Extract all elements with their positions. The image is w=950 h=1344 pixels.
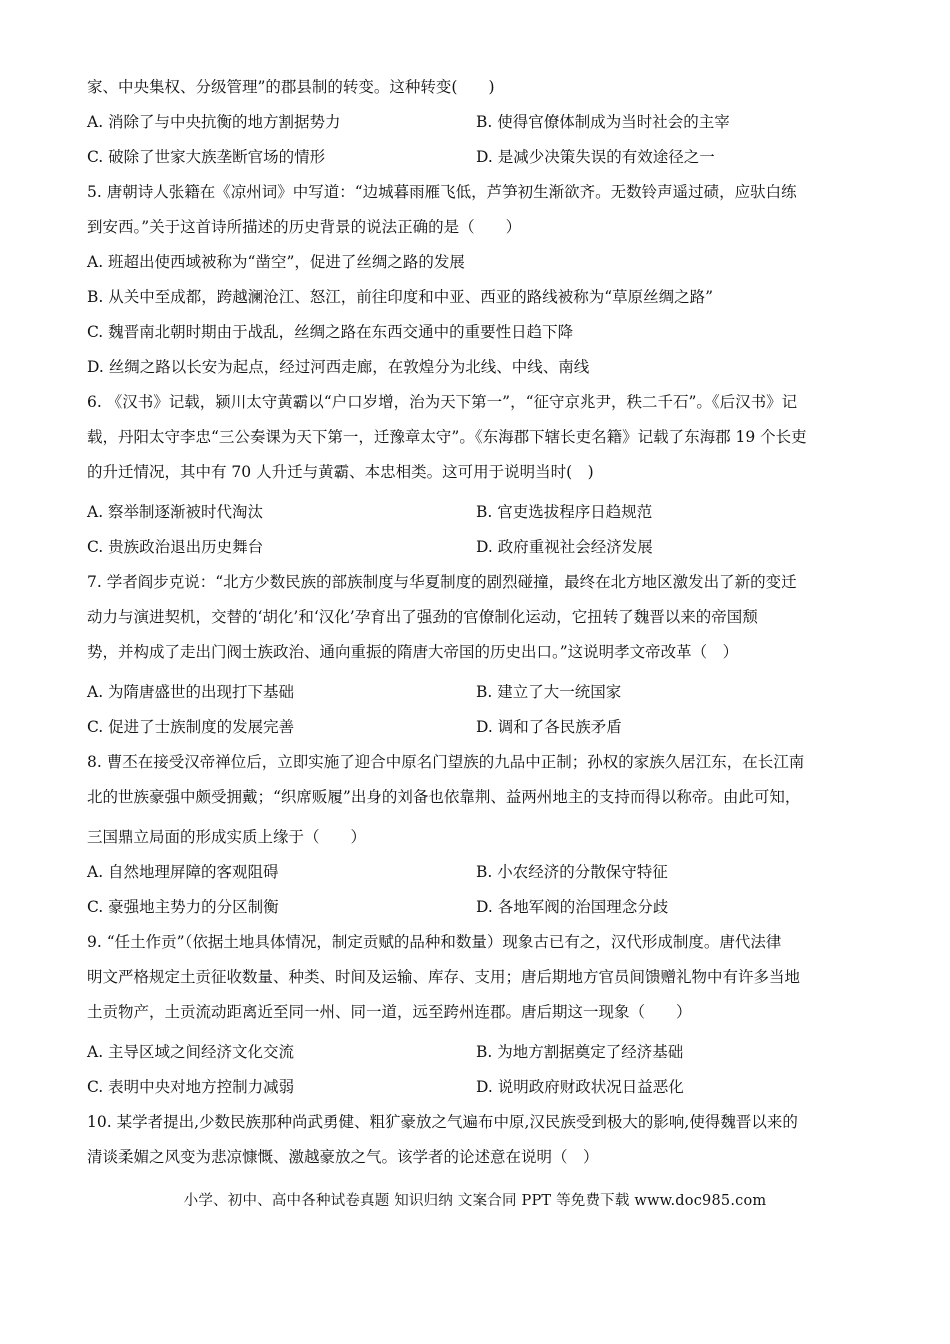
question-8-stem-line: 三国鼎立局面的形成实质上缘于（ ） <box>87 828 367 846</box>
option-c: C. 魏晋南北朝时期由于战乱，丝绸之路在东西交通中的重要性日趋下降 <box>87 323 574 341</box>
option-c: C. 促进了士族制度的发展完善 <box>87 718 295 736</box>
question-5-stem-line: 5. 唐朝诗人张籍在《凉州词》中写道：“边城暮雨雁飞低，芦笋初生渐欲齐。无数铃声遥过碛，应驮白练 <box>87 183 797 201</box>
question-8-stem-line: 北的世族豪强中颇受拥戴；“织席贩履”出身的刘备也依靠荆、益两州地主的支持而得以称帝。由此可知， <box>87 788 801 806</box>
option-a: A. 主导区域之间经济文化交流 <box>87 1043 295 1061</box>
option-a: A. 为隋唐盛世的出现打下基础 <box>87 683 295 701</box>
question-6-stem-line: 载，丹阳太守李忠“三公奏课为天下第一，迁豫章太守”。《东海郡下辖长吏名籍》记载了东海郡 19 个长吏 <box>87 428 807 446</box>
option-c: C. 豪强地主势力的分区制衡 <box>87 898 279 916</box>
question-8-stem-line: 8. 曹丕在接受汉帝禅位后，立即实施了迎合中原名门望族的九品中正制；孙权的家族久居江东，在长江南 <box>87 753 805 771</box>
question-5-stem-line: 到安西。”关于这首诗所描述的历史背景的说法正确的是（ ） <box>87 218 522 236</box>
question-9-stem-line: 土贡物产，土贡流动距离近至同一州、同一道，远至跨州连郡。唐后期这一现象（ ） <box>87 1003 692 1021</box>
option-b: B. 从关中至成都，跨越澜沧江、怒江，前往印度和中亚、西亚的路线被称为“草原丝绸之路” <box>87 288 714 306</box>
option-b: B. 使得官僚体制成为当时社会的主宰 <box>476 113 730 131</box>
option-b: B. 官吏选拔程序日趋规范 <box>476 503 653 521</box>
question-7-stem-line: 动力与演进契机，交替的‘胡化’和‘汉化’孕育出了强劲的官僚制化运动，它扭转了魏晋以来的帝国颓 <box>87 608 758 626</box>
option-a: A. 班超出使西域被称为“凿空”，促进了丝绸之路的发展 <box>87 253 465 271</box>
option-d: D. 说明政府财政状况日益恶化 <box>476 1078 684 1096</box>
question-6-stem-line: 的升迁情况，其中有 70 人升迁与黄霸、本忠相类。这可用于说明当时( ) <box>87 463 594 481</box>
question-9-stem-line: 9. “任土作贡”（依据土地具体情况，制定贡赋的品种和数量）现象古已有之，汉代形成制度。唐代法律 <box>87 933 782 951</box>
question-6-stem-line: 6. 《汉书》记载，颍川太守黄霸以“户口岁增，治为天下第一”，“征守京兆尹，秩二千石”。《后汉书》记 <box>87 393 798 411</box>
option-a: A. 消除了与中央抗衡的地方割据势力 <box>87 113 341 131</box>
option-d: D. 是减少决策失误的有效途径之一 <box>476 148 715 166</box>
question-7-stem-line: 7. 学者阎步克说：“北方少数民族的部族制度与华夏制度的剧烈碰撞，最终在北方地区激发出了新的变迁 <box>87 573 797 591</box>
option-c: C. 表明中央对地方控制力减弱 <box>87 1078 295 1096</box>
option-a: A. 察举制逐渐被时代淘汰 <box>87 503 264 521</box>
page-footer: 小学、初中、高中各种试卷真题 知识归纳 文案合同 PPT 等免费下载 www.doc985.com <box>183 1193 767 1209</box>
question-10-stem-line: 清谈柔媚之风变为悲凉慷慨、激越豪放之气。该学者的论述意在说明（ ） <box>87 1148 599 1166</box>
option-b: B. 小农经济的分散保守特征 <box>476 863 668 881</box>
option-d: D. 各地军阀的治国理念分歧 <box>476 898 669 916</box>
question-7-stem-line: 势，并构成了走出门阀士族政治、通向重振的隋唐大帝国的历史出口。”这说明孝文帝改革（ ） <box>87 643 739 661</box>
option-d: D. 丝绸之路以长安为起点，经过河西走廊，在敦煌分为北线、中线、南线 <box>87 358 590 376</box>
option-d: D. 调和了各民族矛盾 <box>476 718 622 736</box>
option-d: D. 政府重视社会经济发展 <box>476 538 653 556</box>
question-10-stem-line: 10. 某学者提出,少数民族那种尚武勇健、粗犷豪放之气遍布中原,汉民族受到极大的影响,使得魏晋以来的 <box>87 1113 798 1131</box>
question-4-stem-line: 家、中央集权、分级管理”的郡县制的转变。这种转变( ) <box>87 78 495 96</box>
question-9-stem-line: 明文严格规定土贡征收数量、种类、时间及运输、库存、支用；唐后期地方官员间馈赠礼物中有许多当地 <box>87 968 801 986</box>
option-b: B. 为地方割据奠定了经济基础 <box>476 1043 684 1061</box>
option-a: A. 自然地理屏障的客观阻碍 <box>87 863 279 881</box>
option-c: C. 破除了世家大族垄断官场的情形 <box>87 148 326 166</box>
option-c: C. 贵族政治退出历史舞台 <box>87 538 264 556</box>
option-b: B. 建立了大一统国家 <box>476 683 622 701</box>
